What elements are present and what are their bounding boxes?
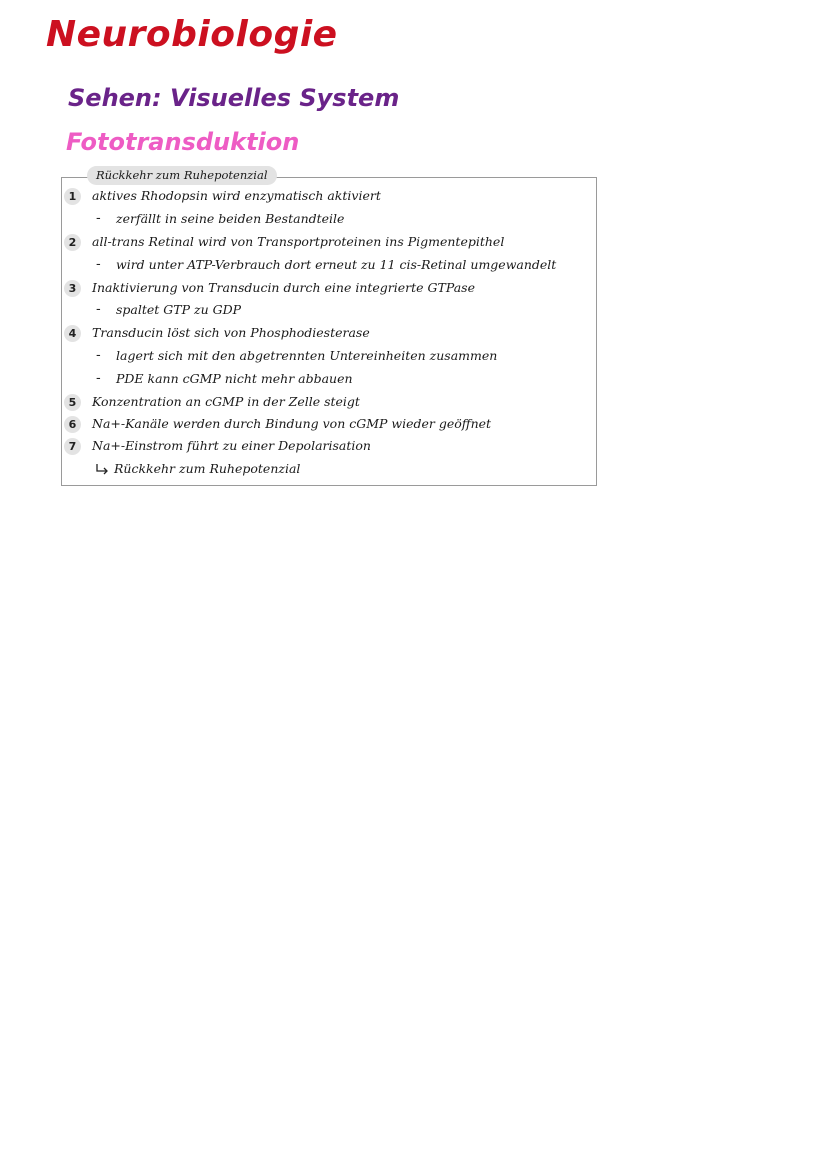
dash-icon: -: [96, 371, 101, 386]
step-5-text: Konzentration an cGMP in der Zelle steigt: [92, 394, 360, 409]
step-3-number: 3: [64, 280, 81, 297]
step-2-sub-1: wird unter ATP-Verbrauch dort erneut zu 11 cis-Retinal umgewandelt: [116, 257, 557, 272]
dash-icon: -: [96, 257, 101, 272]
step-3-text: Inaktivierung von Transducin durch eine integrierte GTPase: [92, 280, 475, 295]
step-1-number: 1: [64, 188, 81, 205]
dash-icon: -: [96, 302, 101, 317]
step-2-number: 2: [64, 234, 81, 251]
step-4-text: Transducin löst sich von Phosphodiesterase: [92, 325, 370, 340]
section-heading: Fototransduktion: [66, 128, 300, 156]
step-4-number: 4: [64, 325, 81, 342]
step-4-sub-1: lagert sich mit den abgetrennten Untereinheiten zusammen: [116, 348, 498, 363]
step-7-number: 7: [64, 438, 81, 455]
dash-icon: -: [96, 211, 101, 226]
step-6-text: Na+-Kanäle werden durch Bindung von cGMP wieder geöffnet: [92, 416, 492, 431]
step-6-number: 6: [64, 416, 81, 433]
step-3-sub-1: spaltet GTP zu GDP: [116, 302, 242, 317]
return-arrow-icon: [94, 463, 110, 477]
step-1-sub-1: zerfällt in seine beiden Bestandteile: [116, 211, 345, 226]
page-title: Neurobiologie: [46, 14, 338, 55]
step-1-text: aktives Rhodopsin wird enzymatisch aktiviert: [92, 188, 381, 203]
box-label: Rückkehr zum Ruhepotenzial: [87, 166, 277, 185]
step-7-text: Na+-Einstrom führt zu einer Depolarisation: [92, 438, 371, 453]
dash-icon: -: [96, 348, 101, 363]
step-5-number: 5: [64, 394, 81, 411]
step-2-text: all-trans Retinal wird von Transportproteinen ins Pigmentepithel: [92, 234, 505, 249]
page-subtitle: Sehen: Visuelles System: [68, 84, 400, 112]
conclusion-text: Rückkehr zum Ruhepotenzial: [114, 461, 301, 476]
step-4-sub-2: PDE kann cGMP nicht mehr abbauen: [116, 371, 353, 386]
